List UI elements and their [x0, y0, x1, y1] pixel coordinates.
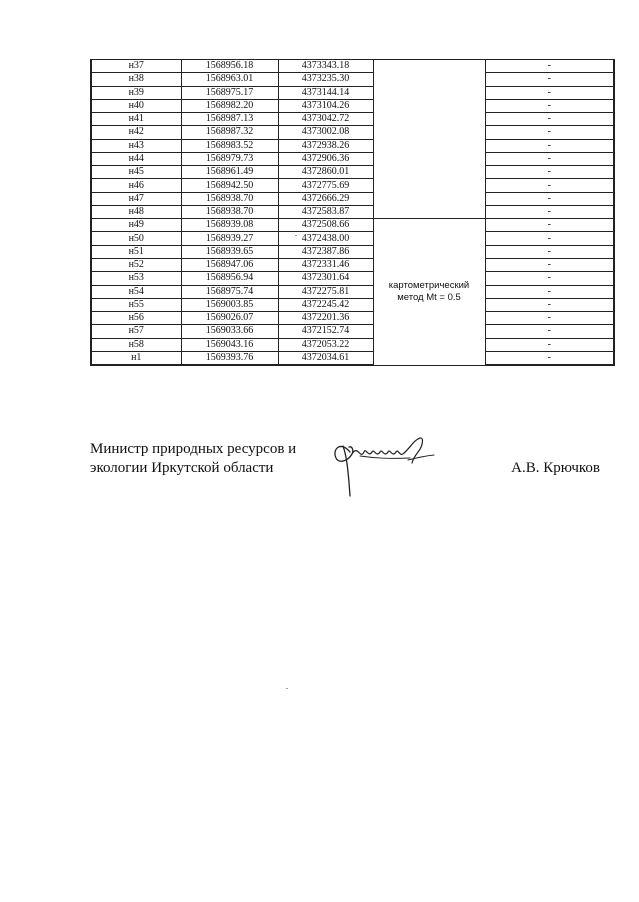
coordinate-x-cell: 1568956.94 — [181, 272, 278, 285]
scan-speck — [286, 688, 288, 689]
point-id-cell: н44 — [91, 152, 181, 165]
table-row — [91, 60, 614, 73]
coordinate-x-cell: 1569043.16 — [181, 338, 278, 351]
signatory-name: А.В. Крючков — [511, 460, 600, 476]
coordinate-y-cell: 4372152.74 — [278, 325, 373, 338]
note-cell: - — [485, 86, 614, 99]
point-id-cell: н52 — [91, 258, 181, 271]
coordinate-x-cell: 1568939.27 — [181, 232, 278, 245]
point-id-cell: н38 — [91, 73, 181, 86]
note-cell: - — [485, 338, 614, 351]
coordinate-x-cell: 1568982.20 — [181, 99, 278, 112]
scan-speck — [295, 235, 297, 236]
coordinate-x-cell: 1569026.07 — [181, 312, 278, 325]
note-cell: - — [485, 312, 614, 325]
coordinate-x-cell: 1568938.70 — [181, 205, 278, 218]
table-row — [91, 152, 614, 165]
coordinate-x-cell: 1568979.73 — [181, 152, 278, 165]
table-row — [91, 351, 614, 365]
coordinate-y-cell: 4372860.01 — [278, 166, 373, 179]
point-id-cell: н1 — [91, 351, 181, 365]
table-row — [91, 139, 614, 152]
point-id-cell: н57 — [91, 325, 181, 338]
table-row — [91, 86, 614, 99]
coordinate-x-cell: 1568956.18 — [181, 60, 278, 73]
coordinate-y-cell: 4372387.86 — [278, 245, 373, 258]
table-row — [91, 192, 614, 205]
coordinate-x-cell: 1568961.49 — [181, 166, 278, 179]
coordinate-x-cell: 1568983.52 — [181, 139, 278, 152]
table-row — [91, 258, 614, 271]
table-row — [91, 166, 614, 179]
coordinate-x-cell: 1568987.32 — [181, 126, 278, 139]
point-id-cell: н56 — [91, 312, 181, 325]
table-row — [91, 179, 614, 192]
point-id-cell: н55 — [91, 298, 181, 311]
coordinate-x-cell: 1568975.17 — [181, 86, 278, 99]
coordinate-y-cell: 4372508.66 — [278, 219, 373, 232]
point-id-cell: н51 — [91, 245, 181, 258]
signatory-title — [90, 440, 296, 478]
coordinate-y-cell: 4373104.26 — [278, 99, 373, 112]
coordinate-x-cell: 1568987.13 — [181, 113, 278, 126]
signatory-title-line-2: экологии Иркутской области — [90, 460, 274, 476]
point-id-cell: н54 — [91, 285, 181, 298]
table-row — [91, 232, 614, 245]
note-cell: - — [485, 179, 614, 192]
coordinate-x-cell: 1568947.06 — [181, 258, 278, 271]
note-cell: - — [485, 192, 614, 205]
point-id-cell: н45 — [91, 166, 181, 179]
table-row — [91, 298, 614, 311]
coordinate-y-cell: 4372775.69 — [278, 179, 373, 192]
coordinates-table — [90, 59, 615, 366]
coordinate-y-cell: 4373042.72 — [278, 113, 373, 126]
coordinate-x-cell: 1569393.76 — [181, 351, 278, 365]
coordinate-y-cell: 4372583.87 — [278, 205, 373, 218]
table-row — [91, 325, 614, 338]
coordinate-x-cell: 1569003.85 — [181, 298, 278, 311]
point-id-cell: н50 — [91, 232, 181, 245]
coordinate-y-cell: 4373144.14 — [278, 86, 373, 99]
note-cell: - — [485, 99, 614, 112]
coordinate-x-cell: 1568939.65 — [181, 245, 278, 258]
coordinate-y-cell: 4372201.36 — [278, 312, 373, 325]
point-id-cell: н47 — [91, 192, 181, 205]
method-label: картометрический — [388, 280, 470, 292]
point-id-cell: н37 — [91, 60, 181, 73]
note-cell: - — [485, 219, 614, 232]
note-cell: - — [485, 285, 614, 298]
point-id-cell: н39 — [91, 86, 181, 99]
coordinate-x-cell: 1568963.01 — [181, 73, 278, 86]
point-id-cell: н42 — [91, 126, 181, 139]
coordinate-x-cell: 1568942.50 — [181, 179, 278, 192]
note-cell: - — [485, 73, 614, 86]
point-id-cell: н40 — [91, 99, 181, 112]
table-row — [91, 272, 614, 285]
table-row — [91, 245, 614, 258]
note-cell: - — [485, 166, 614, 179]
note-cell: - — [485, 152, 614, 165]
coordinate-y-cell: 4372034.61 — [278, 351, 373, 365]
method-cell-empty — [373, 60, 485, 219]
coordinate-x-cell: 1569033.66 — [181, 325, 278, 338]
coordinates-table-body — [91, 60, 614, 366]
coordinate-y-cell: 4372275.81 — [278, 285, 373, 298]
note-cell: - — [485, 325, 614, 338]
note-cell: - — [485, 245, 614, 258]
coordinate-y-cell: 4372666.29 — [278, 192, 373, 205]
table-row — [91, 285, 614, 298]
coordinate-y-cell: 4372053.22 — [278, 338, 373, 351]
note-cell: - — [485, 126, 614, 139]
table-row — [91, 126, 614, 139]
table-row — [91, 113, 614, 126]
table-row — [91, 205, 614, 218]
note-cell: - — [485, 139, 614, 152]
note-cell: - — [485, 113, 614, 126]
coordinate-y-cell: 4372906.36 — [278, 152, 373, 165]
note-cell: - — [485, 232, 614, 245]
point-id-cell: н49 — [91, 219, 181, 232]
point-id-cell: н41 — [91, 113, 181, 126]
coordinate-y-cell: 4373235.30 — [278, 73, 373, 86]
coordinate-y-cell: 4372438.00 — [278, 232, 373, 245]
point-id-cell: н53 — [91, 272, 181, 285]
note-cell: - — [485, 60, 614, 73]
point-id-cell: н58 — [91, 338, 181, 351]
coordinate-y-cell: 4372938.26 — [278, 139, 373, 152]
table-row — [91, 338, 614, 351]
note-cell: - — [485, 258, 614, 271]
coordinate-x-cell: 1568975.74 — [181, 285, 278, 298]
signature-block — [90, 440, 600, 510]
note-cell: - — [485, 351, 614, 365]
measurement-method-cell — [373, 219, 485, 365]
table-row — [91, 312, 614, 325]
coordinate-x-cell: 1568939.08 — [181, 219, 278, 232]
point-id-cell: н48 — [91, 205, 181, 218]
coordinate-x-cell: 1568938.70 — [181, 192, 278, 205]
note-cell: - — [485, 205, 614, 218]
table-row — [91, 73, 614, 86]
coordinate-y-cell: 4373002.08 — [278, 126, 373, 139]
signature-icon — [330, 434, 440, 500]
point-id-cell: н46 — [91, 179, 181, 192]
coordinate-y-cell: 4372331.46 — [278, 258, 373, 271]
coordinate-y-cell: 4373343.18 — [278, 60, 373, 73]
note-cell: - — [485, 298, 614, 311]
coordinate-y-cell: 4372245.42 — [278, 298, 373, 311]
point-id-cell: н43 — [91, 139, 181, 152]
signatory-title-line-1: Министр природных ресурсов и — [90, 441, 297, 457]
table-row — [91, 219, 614, 232]
table-row — [91, 99, 614, 112]
method-accuracy: метод Mt = 0.5 — [397, 291, 461, 303]
note-cell: - — [485, 272, 614, 285]
coordinate-y-cell: 4372301.64 — [278, 272, 373, 285]
